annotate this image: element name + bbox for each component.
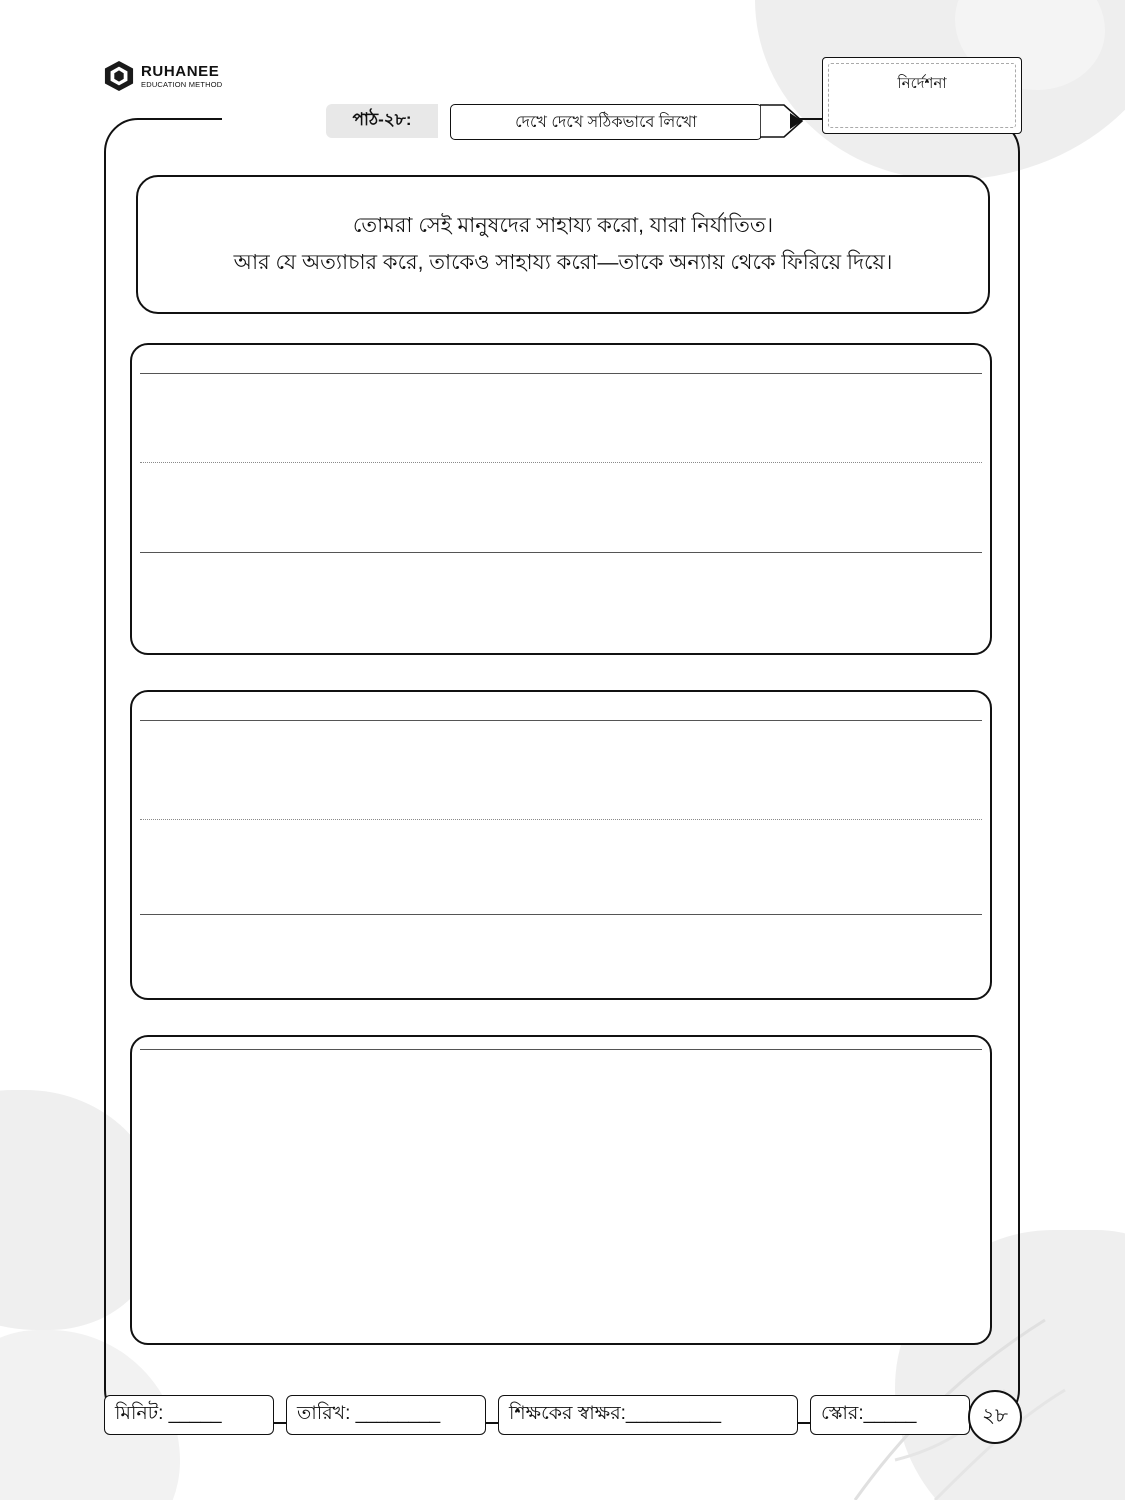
worksheet-footer [104,1392,1016,1438]
writing-area-1[interactable] [130,343,992,655]
writing-rule [140,1049,982,1050]
quote-line-2: আর যে অত্যাচার করে, তাকেও সাহায্য করো—তাকে অন্যায় থেকে ফিরিয়ে দিয়ে। [233,250,893,274]
writing-rule [140,373,982,374]
brand-name: RUHANEE [141,62,220,80]
brand-logo [104,60,222,92]
activity-title-label: দেখে দেখে সঠিকভাবে লিখো [515,113,697,131]
pencil-tip-icon [760,104,804,138]
writing-rule [140,819,982,820]
quote-line-1: তোমরা সেই মানুষদের সাহায্য করো, যারা নির্যাতিত। [352,214,774,238]
minute-field[interactable]: মিনিট: _____ [104,1395,274,1435]
quote-box [136,175,990,314]
writing-rule [140,462,982,463]
writing-rule [140,552,982,553]
diamond-logo-icon [104,60,134,92]
lesson-number-pill [326,104,438,138]
date-field[interactable]: তারিখ: ________ [286,1395,486,1435]
instruction-tab-label: নির্দেশনা [897,75,947,92]
writing-rule [140,914,982,915]
writing-area-3[interactable] [130,1035,992,1345]
lesson-number-label: পাঠ-২৮: [352,110,412,129]
activity-title-box [450,104,762,140]
page-number: ২৮ [968,1390,1022,1444]
score-field[interactable]: স্কোর:_____ [810,1395,970,1435]
brand-tagline: EDUCATION METHOD [141,79,223,89]
writing-rule [140,720,982,721]
teacher-signature-field[interactable]: শিক্ষকের স্বাক্ষর:_________ [498,1395,798,1435]
instruction-tab[interactable] [822,57,1022,134]
writing-area-2[interactable] [130,690,992,1000]
